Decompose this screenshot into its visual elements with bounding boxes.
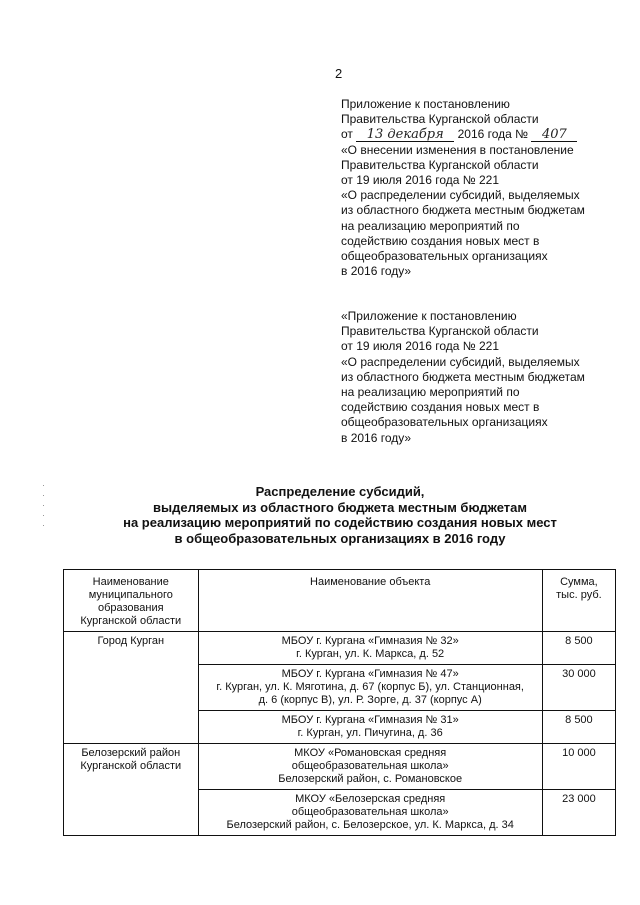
appendix-date-line [341,127,611,142]
appendix-line: Правительства Курганской области [341,112,539,127]
appendix-line: «О распределении субсидий, выделяемых [341,354,580,369]
appendix-line: содействию создания новых мест в [341,233,540,248]
object-text: Белозерский район, с. Белозерское, ул. К. Маркса, д. 34 [226,819,514,831]
scan-artifact: · · · · · [42,480,45,530]
header-text: Наименование объекта [310,576,431,588]
object-text: МБОУ г. Кургана «Гимназия № 31» [281,714,459,726]
header-text: Курганской области [80,615,182,627]
object-text: Белозерский район, с. Романовское [278,773,463,785]
object-cell [198,744,542,790]
appendix-line: из областного бюджета местным бюджетам [341,369,585,384]
sum-cell: 30 000 [542,665,615,711]
municipality-cell [64,632,199,744]
appendix-line: Правительства Курганской области [341,324,539,339]
appendix-line: от 19 июля 2016 года № 221 [341,173,499,188]
object-text: МБОУ г. Кургана «Гимназия № 47» [281,668,459,680]
appendix-line: «О внесении изменения в постановление [341,142,574,157]
header-text: образования [97,602,164,614]
header-sum [542,570,615,632]
header-object [198,570,542,632]
appendix-line: «О распределении субсидий, выделяемых [341,188,580,203]
header-text: тыс. руб. [556,589,602,601]
sum-cell: 8 500 [542,632,615,665]
object-text: общеобразовательная школа» [291,806,449,818]
table-row [64,632,616,665]
appendix-line: общеобразовательных организациях [341,249,548,264]
object-text: г. Курган, ул. Пичугина, д. 36 [297,727,443,739]
handwritten-number: 407 [531,129,577,142]
appendix-line: «Приложение к постановлению [341,309,517,323]
appendix-line: общеобразовательных организациях [341,415,548,430]
sum-cell: 10 000 [542,744,615,790]
appendix-line: Приложение к постановлению [341,97,510,111]
sum-cell: 8 500 [542,711,615,744]
document-title [110,484,570,546]
object-text: МБОУ г. Кургана «Гимназия № 32» [281,635,459,647]
title-line: в общеобразовательных организациях в 2016 году [174,530,506,546]
object-cell [198,790,542,836]
object-cell [198,632,542,665]
handwritten-date: 13 декабря [356,129,454,142]
header-municipality [64,570,199,632]
appendix-line: в 2016 году» [341,264,412,279]
object-text: г. Курган, ул. К. Маркса, д. 52 [296,648,445,660]
appendix-line: на реализацию мероприятий по [341,385,520,400]
page-number: 2 [335,66,343,81]
appendix-body [341,143,611,280]
header-text: Сумма, [560,576,598,588]
municipality-cell [64,744,199,836]
municipality-text: Белозерский район [81,747,181,759]
appendix-header [341,97,611,279]
table-row [64,744,616,790]
object-cell [198,665,542,711]
object-text: МКОУ «Романовская средняя [294,747,447,759]
municipality-text: Город Курган [97,635,165,647]
title-line: выделяемых из областного бюджета местным бюджетам [153,499,527,515]
appendix-line: в 2016 году» [341,430,412,445]
object-text: д. 6 (корпус В), ул. Р. Зорге, д. 37 (корпус А) [258,694,482,706]
appendix-line: содействию создания новых мест в [341,400,540,415]
object-text: МКОУ «Белозерская средняя [295,793,446,805]
table-header-row [64,570,616,632]
appendix-line: Правительства Курганской области [341,157,539,172]
date-prefix: от [341,127,353,142]
title-line: Распределение субсидий, [255,484,425,499]
appendix-line: из областного бюджета местным бюджетам [341,203,585,218]
object-text: г. Курган, ул. К. Мяготина, д. 67 (корпус Б), ул. Станционная, [216,681,524,693]
object-cell [198,711,542,744]
table-body [64,632,616,836]
appendix-line: на реализацию мероприятий по [341,218,520,233]
appendix-original [341,309,611,446]
subsidies-table [63,569,616,836]
title-line: на реализацию мероприятий по содействию создания новых мест [123,515,557,530]
header-text: муниципального [88,589,173,601]
object-text: общеобразовательная школа» [291,760,449,772]
appendix-line: от 19 июля 2016 года № 221 [341,339,499,354]
sum-cell: 23 000 [542,790,615,836]
header-text: Наименование [92,576,169,588]
municipality-text: Курганской области [80,760,182,772]
year-text: 2016 года № [457,127,529,142]
